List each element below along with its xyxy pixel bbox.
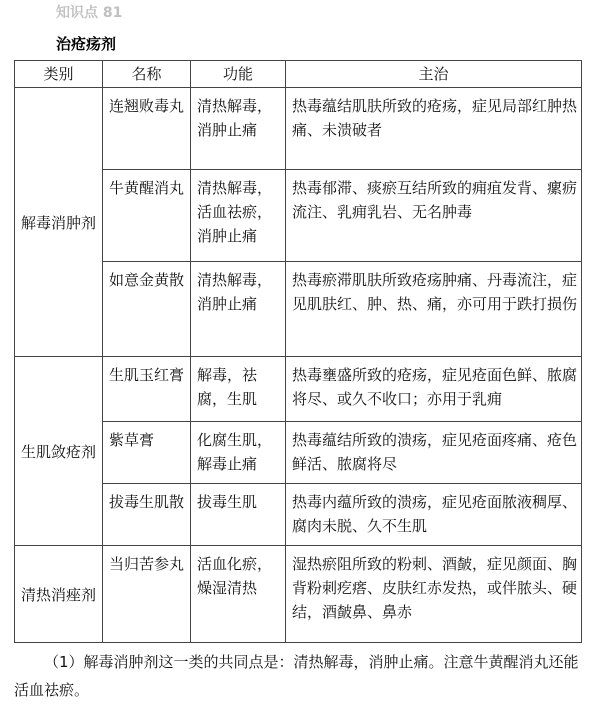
- function-cell: 清热解毒，消肿止痛: [191, 88, 286, 170]
- name-cell: 拔毒生肌散: [103, 484, 191, 546]
- function-cell: 清热解毒，活血祛瘀，消肿止痛: [191, 170, 286, 262]
- name-cell: 当归苦参丸: [103, 546, 191, 643]
- name-cell: 牛黄醒消丸: [103, 170, 191, 262]
- table-row: [15, 546, 582, 643]
- header-name: 名称: [103, 61, 191, 88]
- indication-cell: 湿热瘀阻所致的粉刺、酒皶，症见颜面、胸背粉刺疙瘩、皮肤红赤发热，或伴脓头、硬结，酒皶鼻、鼻赤: [286, 546, 582, 643]
- function-cell: 化腐生肌，解毒止痛: [191, 422, 286, 484]
- name-cell: 如意金黄散: [103, 262, 191, 357]
- category-cell: 清热消痤剂: [15, 546, 103, 643]
- category-cell: 解毒消肿剂: [15, 88, 103, 357]
- header-indication: 主治: [286, 61, 582, 88]
- name-cell: 紫草膏: [103, 422, 191, 484]
- name-cell: 生肌玉红膏: [103, 357, 191, 422]
- function-cell: 拔毒生肌: [191, 484, 286, 546]
- category-cell: 生肌敛疮剂: [15, 357, 103, 546]
- section-title: 治疮疡剂: [56, 35, 117, 53]
- function-cell: 解毒，祛腐，生肌: [191, 357, 286, 422]
- indication-cell: 热毒蕴结肌肤所致的疮疡，症见局部红肿热痛、未溃破者: [286, 88, 582, 170]
- name-cell: 连翘败毒丸: [103, 88, 191, 170]
- indication-cell: 热毒壅盛所致的疮疡，症见疮面色鲜、脓腐将尽、或久不收口；亦用于乳痈: [286, 357, 582, 422]
- summary-note: （1）解毒消肿剂这一类的共同点是：清热解毒，消肿止痛。注意牛黄醒消丸还能活血祛瘀。: [14, 653, 579, 699]
- table-header-row: [15, 61, 582, 88]
- table-row: [15, 88, 582, 170]
- function-cell: 活血化瘀，燥湿清热: [191, 546, 286, 643]
- header-function: 功能: [191, 61, 286, 88]
- indication-cell: 热毒蕴结所致的溃疡，症见疮面疼痛、疮色鲜活、脓腐将尽: [286, 422, 582, 484]
- header-category: 类别: [15, 61, 103, 88]
- indication-cell: 热毒瘀滞肌肤所致疮疡肿痛、丹毒流注，症见肌肤红、肿、热、痛，亦可用于跌打损伤: [286, 262, 582, 357]
- table-row: [15, 357, 582, 422]
- indication-cell: 热毒郁滞、痰瘀互结所致的痈疽发背、瘰疬流注、乳痈乳岩、无名肿毒: [286, 170, 582, 262]
- knowledge-point-label: 知识点 81: [56, 5, 123, 21]
- indication-cell: 热毒内蕴所致的溃疡，症见疮面脓液稠厚、腐肉未脱、久不生肌: [286, 484, 582, 546]
- function-cell: 清热解毒，消肿止痛: [191, 262, 286, 357]
- prescription-table: [14, 60, 582, 643]
